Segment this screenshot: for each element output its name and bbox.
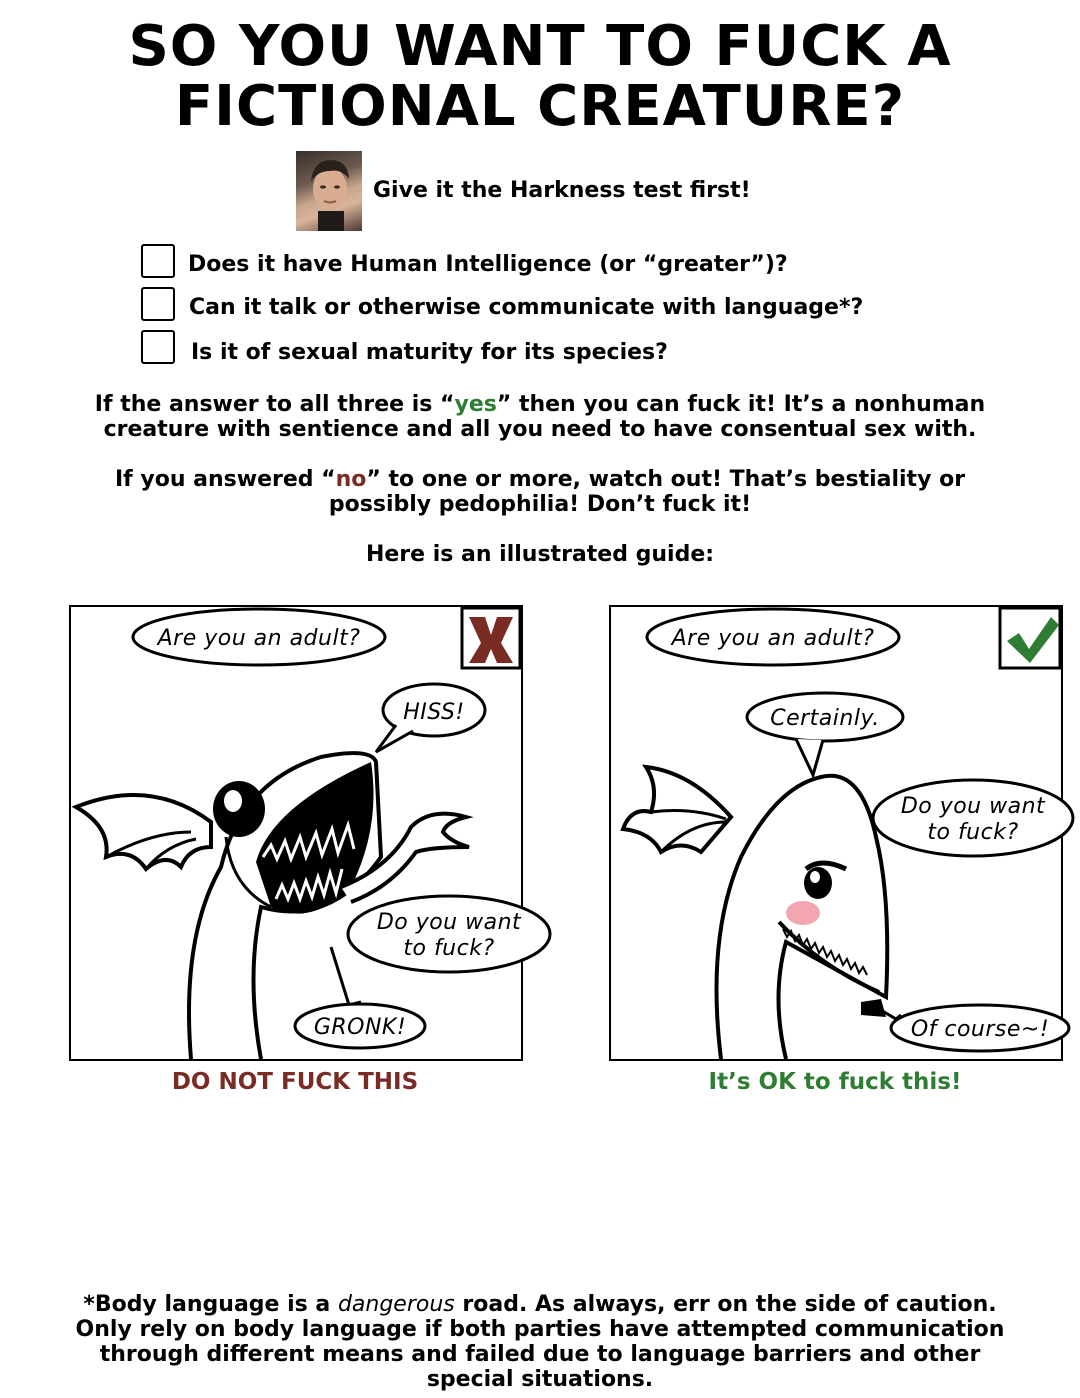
comic-panel-bad (69, 605, 523, 1061)
page-title-line1: SO YOU WANT TO FUCK A (128, 14, 952, 79)
no-paragraph-start: If you answered “ (114, 467, 336, 492)
good-prompt-line2: to fuck? (927, 820, 1019, 845)
footnote-emphasis: dangerous (337, 1292, 455, 1317)
yes-paragraph-rest: ” then you can fuck it! It’s a nonhuman (496, 392, 986, 417)
question-2-checkbox[interactable] (141, 287, 175, 321)
bad-prompt-line2: to fuck? (403, 936, 495, 961)
ok-caption: It’s OK to fuck this! (708, 1069, 962, 1095)
question-1-checkbox[interactable] (141, 244, 175, 278)
hiss-bubble: HISS! (403, 700, 465, 725)
of-course-bubble: Of course~! (910, 1017, 1050, 1042)
footnote-line2: Only rely on body language if both parties have attempted communication (75, 1317, 1005, 1342)
no-paragraph-line2: possibly pedophilia! Don’t fuck it! (328, 492, 752, 517)
footnote-start: *Body language is a (83, 1292, 338, 1317)
comic-panel-good (609, 605, 1063, 1061)
polite-creature-icon (623, 767, 887, 1059)
yes-paragraph-line2: creature with sentience and all you need to have consentual sex with. (103, 417, 977, 442)
comic-drawing-bad (71, 607, 521, 1059)
harkness-intro: Give it the Harkness test first! (373, 178, 751, 203)
blush-mark (786, 901, 820, 925)
question-3-checkbox[interactable] (141, 330, 175, 364)
footnote-line1-end: road. As always, err on the side of caution. (454, 1292, 997, 1317)
good-prompt-line1: Do you want (900, 794, 1046, 819)
x-mark-icon (462, 608, 520, 668)
no-paragraph-rest: ” to one or more, watch out! That’s bestiality or (366, 467, 966, 492)
footnote-line4: special situations. (426, 1367, 654, 1392)
footnote-line3: through different means and failed due to language barriers and other (99, 1342, 981, 1367)
question-1-text: Does it have Human Intelligence (or “greater”)? (188, 252, 788, 277)
question-2-text: Can it talk or otherwise communicate with language*? (189, 295, 864, 320)
do-not-caption: DO NOT FUCK THIS (171, 1069, 419, 1095)
footnote (20, 1292, 1060, 1392)
no-word: no (335, 467, 367, 492)
gronk-bubble: GRONK! (313, 1015, 407, 1040)
yes-paragraph (20, 392, 1060, 442)
bad-question-bubble: Are you an adult? (157, 626, 361, 651)
portrait-icon (296, 151, 362, 231)
question-3-text: Is it of sexual maturity for its species? (191, 340, 668, 365)
certainly-bubble: Certainly. (770, 706, 880, 731)
bad-prompt-line1: Do you want (376, 910, 522, 935)
page-title-line2: FICTIONAL CREATURE? (174, 74, 906, 139)
yes-word: yes (454, 392, 497, 417)
portrait-photo (296, 151, 362, 231)
no-paragraph (20, 467, 1060, 517)
guide-heading: Here is an illustrated guide: (365, 542, 715, 567)
good-question-bubble: Are you an adult? (671, 626, 875, 651)
comic-drawing-good (611, 607, 1061, 1059)
checkmark-icon (1000, 608, 1060, 668)
yes-paragraph-start: If the answer to all three is “ (94, 392, 455, 417)
